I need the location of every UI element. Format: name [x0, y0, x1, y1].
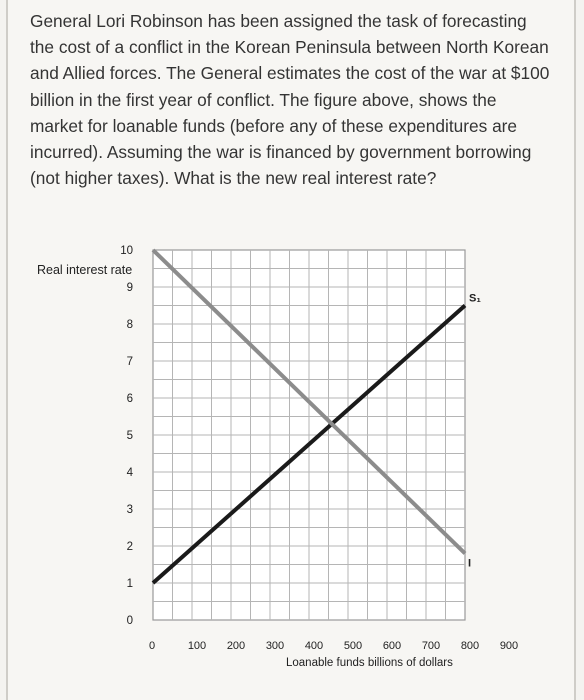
x-tick-label: 300 — [265, 640, 285, 652]
y-tick-label: 9 — [126, 282, 133, 294]
question-text: General Lori Robinson has been assigned the task of forecasting the cost of a conflict in the Korean Peninsula between North Korean and Allied forces. The General estimates the cost of the war at $100 billion in the first year of conflict. The figure above, shows the market for loanable funds (before any of these expenditures are incurred). Assuming the war is financed by government borrowing (not higher taxes). What is the new real interest rate? — [30, 11, 550, 189]
x-axis-label: Loanable funds billions of dollars — [286, 657, 453, 669]
x-tick-label: 500 — [343, 640, 363, 652]
y-tick-label: 7 — [126, 356, 133, 368]
series-label: I — [468, 557, 472, 570]
x-tick-label: 0 — [148, 640, 156, 652]
series-label: S₁ — [469, 292, 481, 305]
chart-grid — [153, 250, 465, 620]
x-axis-ticks — [149, 640, 518, 652]
y-tick-label: 0 — [126, 615, 133, 627]
y-tick-label: 2 — [126, 541, 133, 553]
y-tick-label: 5 — [126, 430, 133, 442]
y-axis-label: Real interest rate — [37, 263, 133, 277]
x-tick-label: 900 — [499, 640, 519, 652]
y-tick-label: 1 — [126, 578, 133, 590]
x-tick-label: 400 — [304, 640, 324, 652]
y-tick-label: 3 — [126, 504, 133, 516]
x-tick-label: 100 — [187, 640, 207, 652]
y-tick-label: 8 — [126, 319, 133, 331]
x-tick-label: 600 — [382, 640, 402, 652]
x-tick-label: 700 — [421, 640, 441, 652]
x-tick-label: 800 — [460, 640, 480, 652]
y-tick-label: 6 — [126, 393, 133, 405]
y-axis-ticks — [120, 245, 133, 627]
y-tick-label: 4 — [126, 467, 133, 479]
x-tick-label: 200 — [226, 640, 246, 652]
y-tick-label: 10 — [120, 245, 133, 257]
